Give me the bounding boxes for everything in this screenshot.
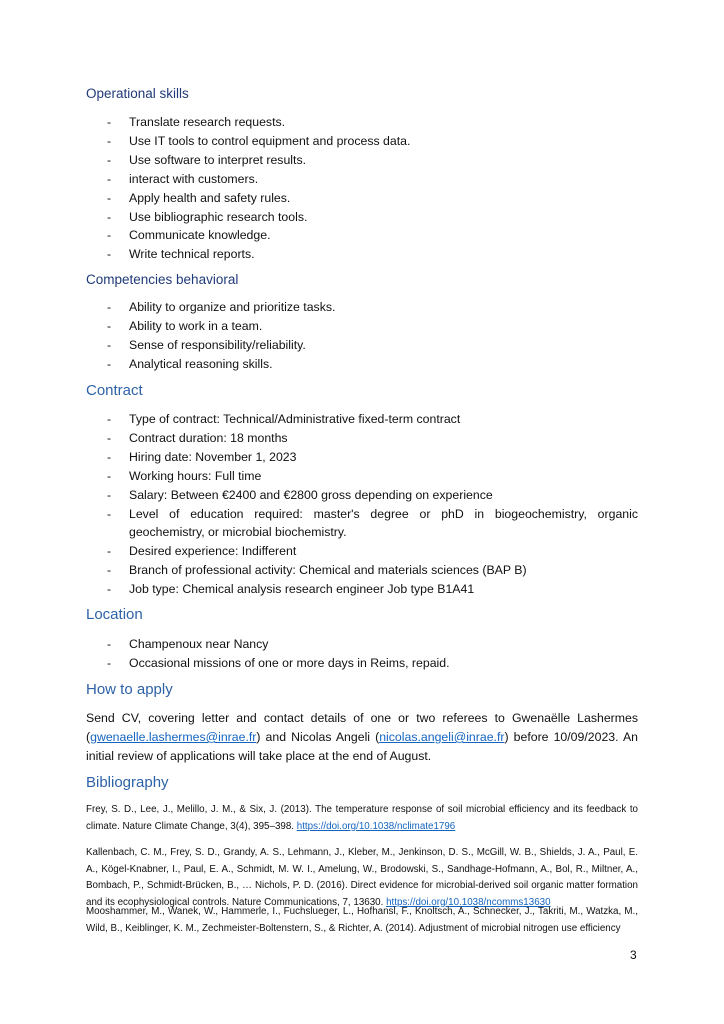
- list-item: - Type of contract: Technical/Administrative fixed-term contract: [107, 412, 461, 426]
- how-to-apply-paragraph: Send CV, covering letter and contact details of one or two referees to Gwenaëlle Lashermes (gwenaelle.lashermes@inrae.fr) and Nicolas Angeli (nicolas.angeli@inrae.fr) before 10/09/2023. An initial review of applications will take place at the end of August.: [86, 711, 638, 763]
- operational-skills-list: [86, 113, 638, 264]
- list-item: - Job type: Chemical analysis research engineer Job type B1A41: [107, 582, 475, 597]
- list-item: - Apply health and safety rules.: [107, 190, 291, 205]
- list-item: - Champenoux near Nancy: [107, 637, 269, 651]
- list-item: - Contract duration: 18 months: [107, 430, 288, 445]
- contract-list: [86, 410, 638, 599]
- list-item: - Ability to organize and prioritize tasks.: [107, 300, 336, 314]
- list-item: - Translate research requests.: [107, 115, 286, 129]
- section-heading-contract: Contract: [86, 382, 143, 399]
- section-heading-how-to-apply: How to apply: [86, 681, 173, 698]
- list-item: - Working hours: Full time: [107, 468, 262, 483]
- bibliography-entry: Mooshammer, M., Wanek, W., Hammerle, I., Fuchslueger, L., Hofhansl, F., Knoltsch, A., Schnecker, J., Takriti, M., Watzka, M., Wild, B., Keiblinger, K. M., Zechmeister-Boltenstern, S., & Richter, A. (2014). Adjustment of microbial nitrogen use efficiency: [86, 906, 638, 934]
- list-item: - Branch of professional activity: Chemical and materials sciences (BAP B): [107, 563, 527, 578]
- list-item: - Desired experience: Indifferent: [107, 544, 297, 559]
- bibliography-entry: Frey, S. D., Lee, J., Melillo, J. M., & Six, J. (2013). The temperature response of soil microbial efficiency and its feedback to climate. Nature Climate Change, 3(4), 395–398. https://doi.org/10.1038/nclimate1796: [86, 804, 638, 832]
- list-item: - Level of education required: master's degree or phD in biogeochemistry, organic geochemistry, or microbial biochemistry.: [107, 506, 638, 540]
- list-item: - Use software to interpret results.: [107, 152, 307, 167]
- email-link-angeli[interactable]: nicolas.angeli@inrae.fr: [379, 730, 505, 744]
- competencies-list: [86, 298, 638, 374]
- list-item: - Communicate knowledge.: [107, 228, 271, 243]
- page-number: 3: [630, 948, 637, 962]
- section-heading-bibliography: Bibliography: [86, 774, 169, 791]
- list-item: - Use bibliographic research tools.: [107, 209, 308, 224]
- doi-link[interactable]: https://doi.org/10.1038/nclimate1796: [296, 820, 456, 832]
- doi-link[interactable]: https://doi.org/10.1038/ncomms13630: [386, 896, 551, 908]
- list-item: - Sense of responsibility/reliability.: [107, 337, 306, 352]
- list-item: - Use IT tools to control equipment and process data.: [107, 133, 411, 148]
- list-item: - Occasional missions of one or more days in Reims, repaid.: [107, 655, 450, 670]
- list-item: - interact with customers.: [107, 171, 259, 186]
- email-link-lashermes[interactable]: gwenaelle.lashermes@inrae.fr: [90, 730, 257, 744]
- section-heading-location: Location: [86, 606, 143, 623]
- list-item: - Ability to work in a team.: [107, 318, 263, 333]
- list-item: - Write technical reports.: [107, 247, 255, 262]
- bibliography-entry: Kallenbach, C. M., Frey, S. D., Grandy, A. S., Lehmann, J., Kleber, M., Jenkinson, D. S., McGill, W. B., Shields, J. A., Paul, E. A., Kögel-Knabner, I., Paul, E. A., Schmidt, M. W. I., Amelung, W., Brodowski, S., Sandhage-Hofmann, A., Bol, R., Miltner, A., Bombach, P., Schmidt-Brücken, B., … Nichols, P. D. (2016). Direct evidence for microbial-derived soil organic matter formation and its ecophysiological controls. Nature Communications, 7, 13630. https://doi.org/10.1038/ncomms13630: [86, 847, 638, 908]
- location-list: [86, 635, 638, 673]
- list-item: - Salary: Between €2400 and €2800 gross depending on experience: [107, 487, 493, 502]
- section-heading-competencies-behavioral: Competencies behavioral: [86, 272, 239, 287]
- section-heading-operational-skills: Operational skills: [86, 86, 189, 101]
- list-item: - Analytical reasoning skills.: [107, 356, 273, 371]
- list-item: - Hiring date: November 1, 2023: [107, 449, 297, 464]
